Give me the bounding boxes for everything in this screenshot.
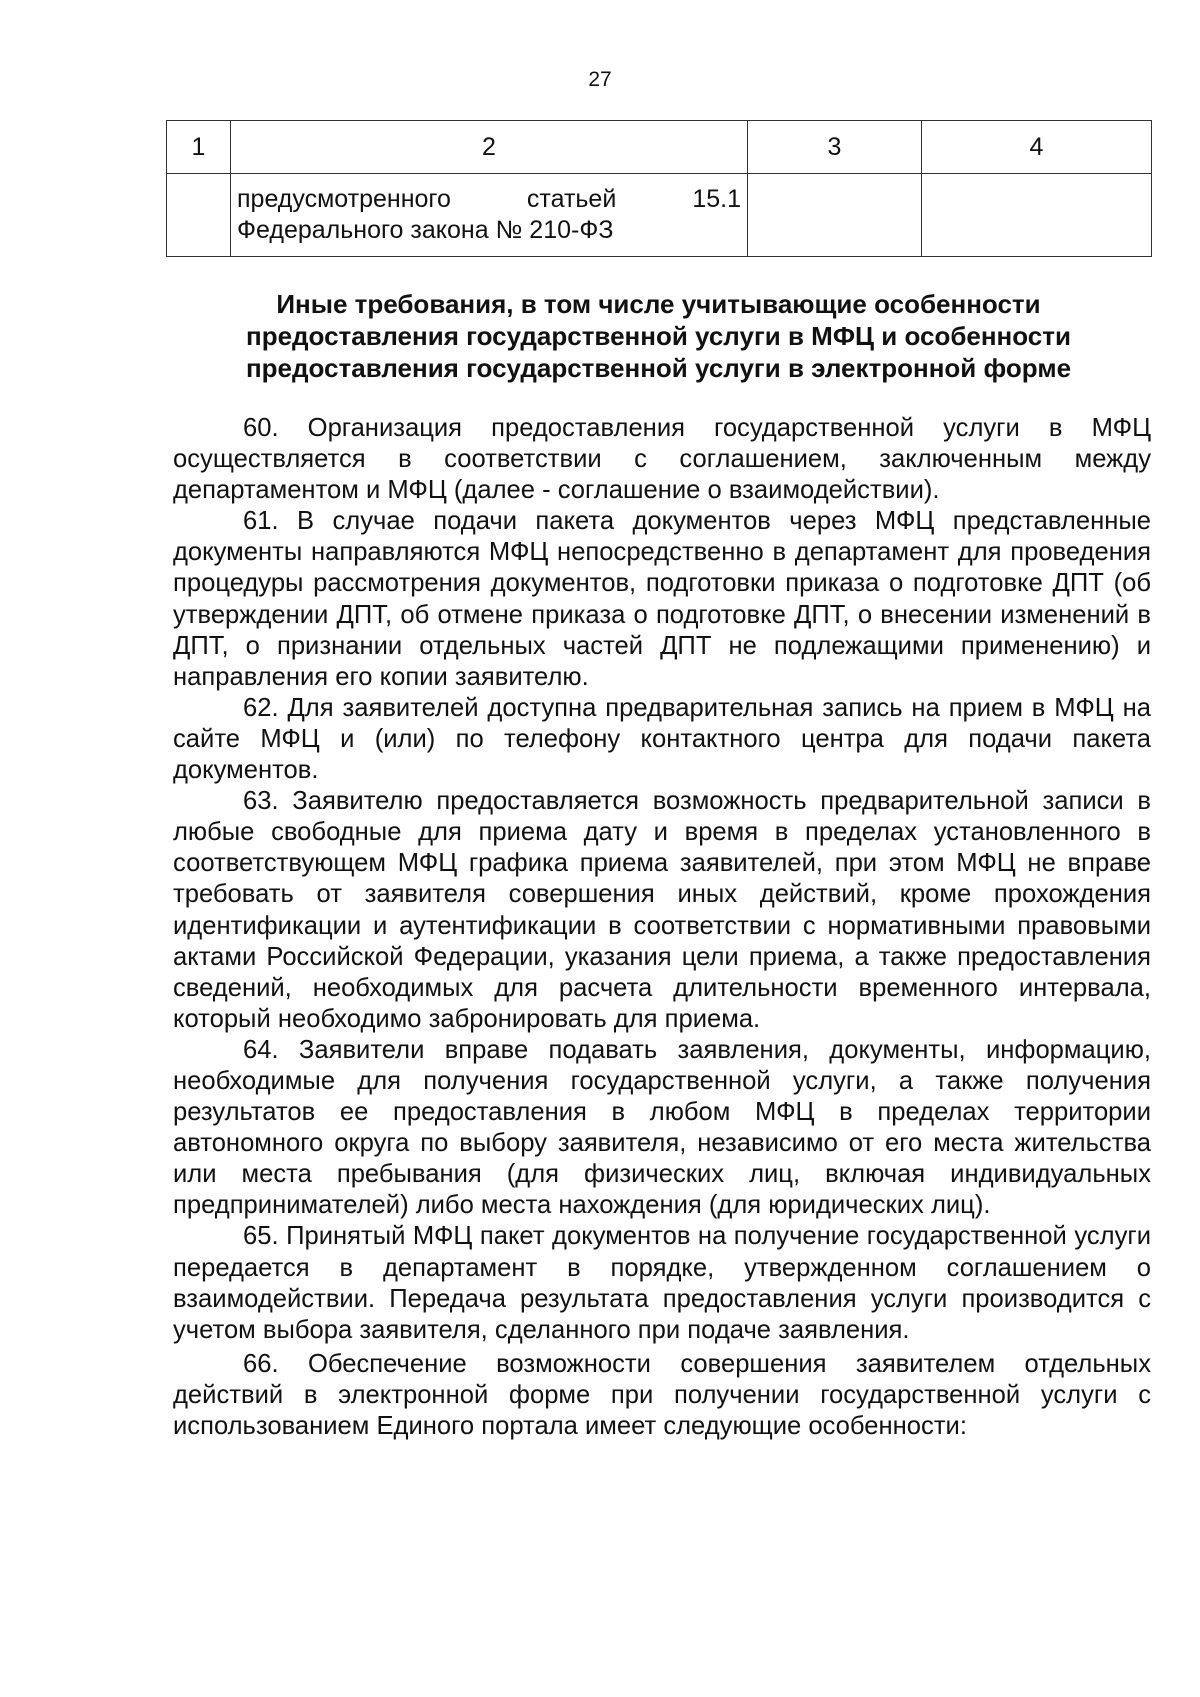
continuation-table <box>166 120 1152 257</box>
paragraph-61: 61. В случае подачи пакета документов через МФЦ представленные документы направляются МФЦ непосредственно в департамент для проведения процедуры рассмотрения документов, подготовки приказа о подготовке ДПТ (об утверждении ДПТ, об отмене приказа о подготовке ДПТ, о внесении изменений в ДПТ, о признании отдельных частей ДПТ не подлежащими применению) и направления его копии заявителю. <box>173 507 1151 691</box>
paragraph-65: 65. Принятый МФЦ пакет документов на получение государственной услуги передается в департамент в порядке, утвержденном соглашением о взаимодействии. Передача результата предоставления услуги производится с учетом выбора заявителя, сделанного при подаче заявления. <box>173 1222 1151 1344</box>
table-cell <box>167 174 231 257</box>
paragraph-66: 66. Обеспечение возможности совершения заявителем отдельных действий в электронной форме при получении государственной услуги с использованием Единого портала имеет следующие особенности: <box>173 1349 1151 1440</box>
section-heading-line: предоставления государственной услуги в МФЦ и особенности <box>246 321 1071 351</box>
table-cell-text: предусмотренного статьей 15.1 <box>237 185 741 213</box>
section-heading-line: Иные требования, в том числе учитывающие особенности <box>276 289 1041 319</box>
section-heading <box>166 288 1151 384</box>
body-text <box>173 413 1151 1442</box>
table-header-cell: 4 <box>922 121 1152 174</box>
paragraph-63: 63. Заявителю предоставляется возможность предварительной записи в любые свободные для приема дату и время в пределах установленного в соответствующем МФЦ графика приема заявителей, при этом МФЦ не вправе требовать от заявителя совершения иных действий, кроме прохождения идентификации и аутентификации в соответствии с нормативными правовыми актами Российской Федерации, указания цели приема, а также предоставления сведений, необходимых для расчета длительности временного интервала, который необходимо забронировать для приема. <box>173 787 1151 1033</box>
table-header-cell: 3 <box>748 121 922 174</box>
table-cell <box>231 174 748 257</box>
section-heading-line: предоставления государственной услуги в электронной форме <box>245 353 1072 383</box>
table-row <box>167 174 1152 257</box>
paragraph-60: 60. Организация предоставления государственной услуги в МФЦ осуществляется в соответствии с соглашением, заключенным между департаментом и МФЦ (далее - соглашение о взаимодействии). <box>173 414 1151 505</box>
table-header-cell: 1 <box>167 121 231 174</box>
table-cell-text: Федерального закона № 210-ФЗ <box>237 216 614 244</box>
page-number: 27 <box>588 68 612 91</box>
paragraph-62: 62. Для заявителей доступна предварительная запись на прием в МФЦ на сайте МФЦ и (или) по телефону контактного центра для подачи пакета документов. <box>173 693 1151 785</box>
table-header-cell: 2 <box>231 121 748 174</box>
table-cell <box>748 174 922 257</box>
paragraph-64: 64. Заявители вправе подавать заявления, документы, информацию, необходимые для получения государственной услуги, а также получения результатов ее предоставления в любом МФЦ в пределах территории автономного округа по выбору заявителя, независимо от его места жительства или места пребывания (для физических лиц, включая индивидуальных предпринимателей) либо места нахождения (для юридических лиц). <box>173 1035 1151 1220</box>
table-header-row <box>167 121 1152 174</box>
table-cell <box>922 174 1152 257</box>
